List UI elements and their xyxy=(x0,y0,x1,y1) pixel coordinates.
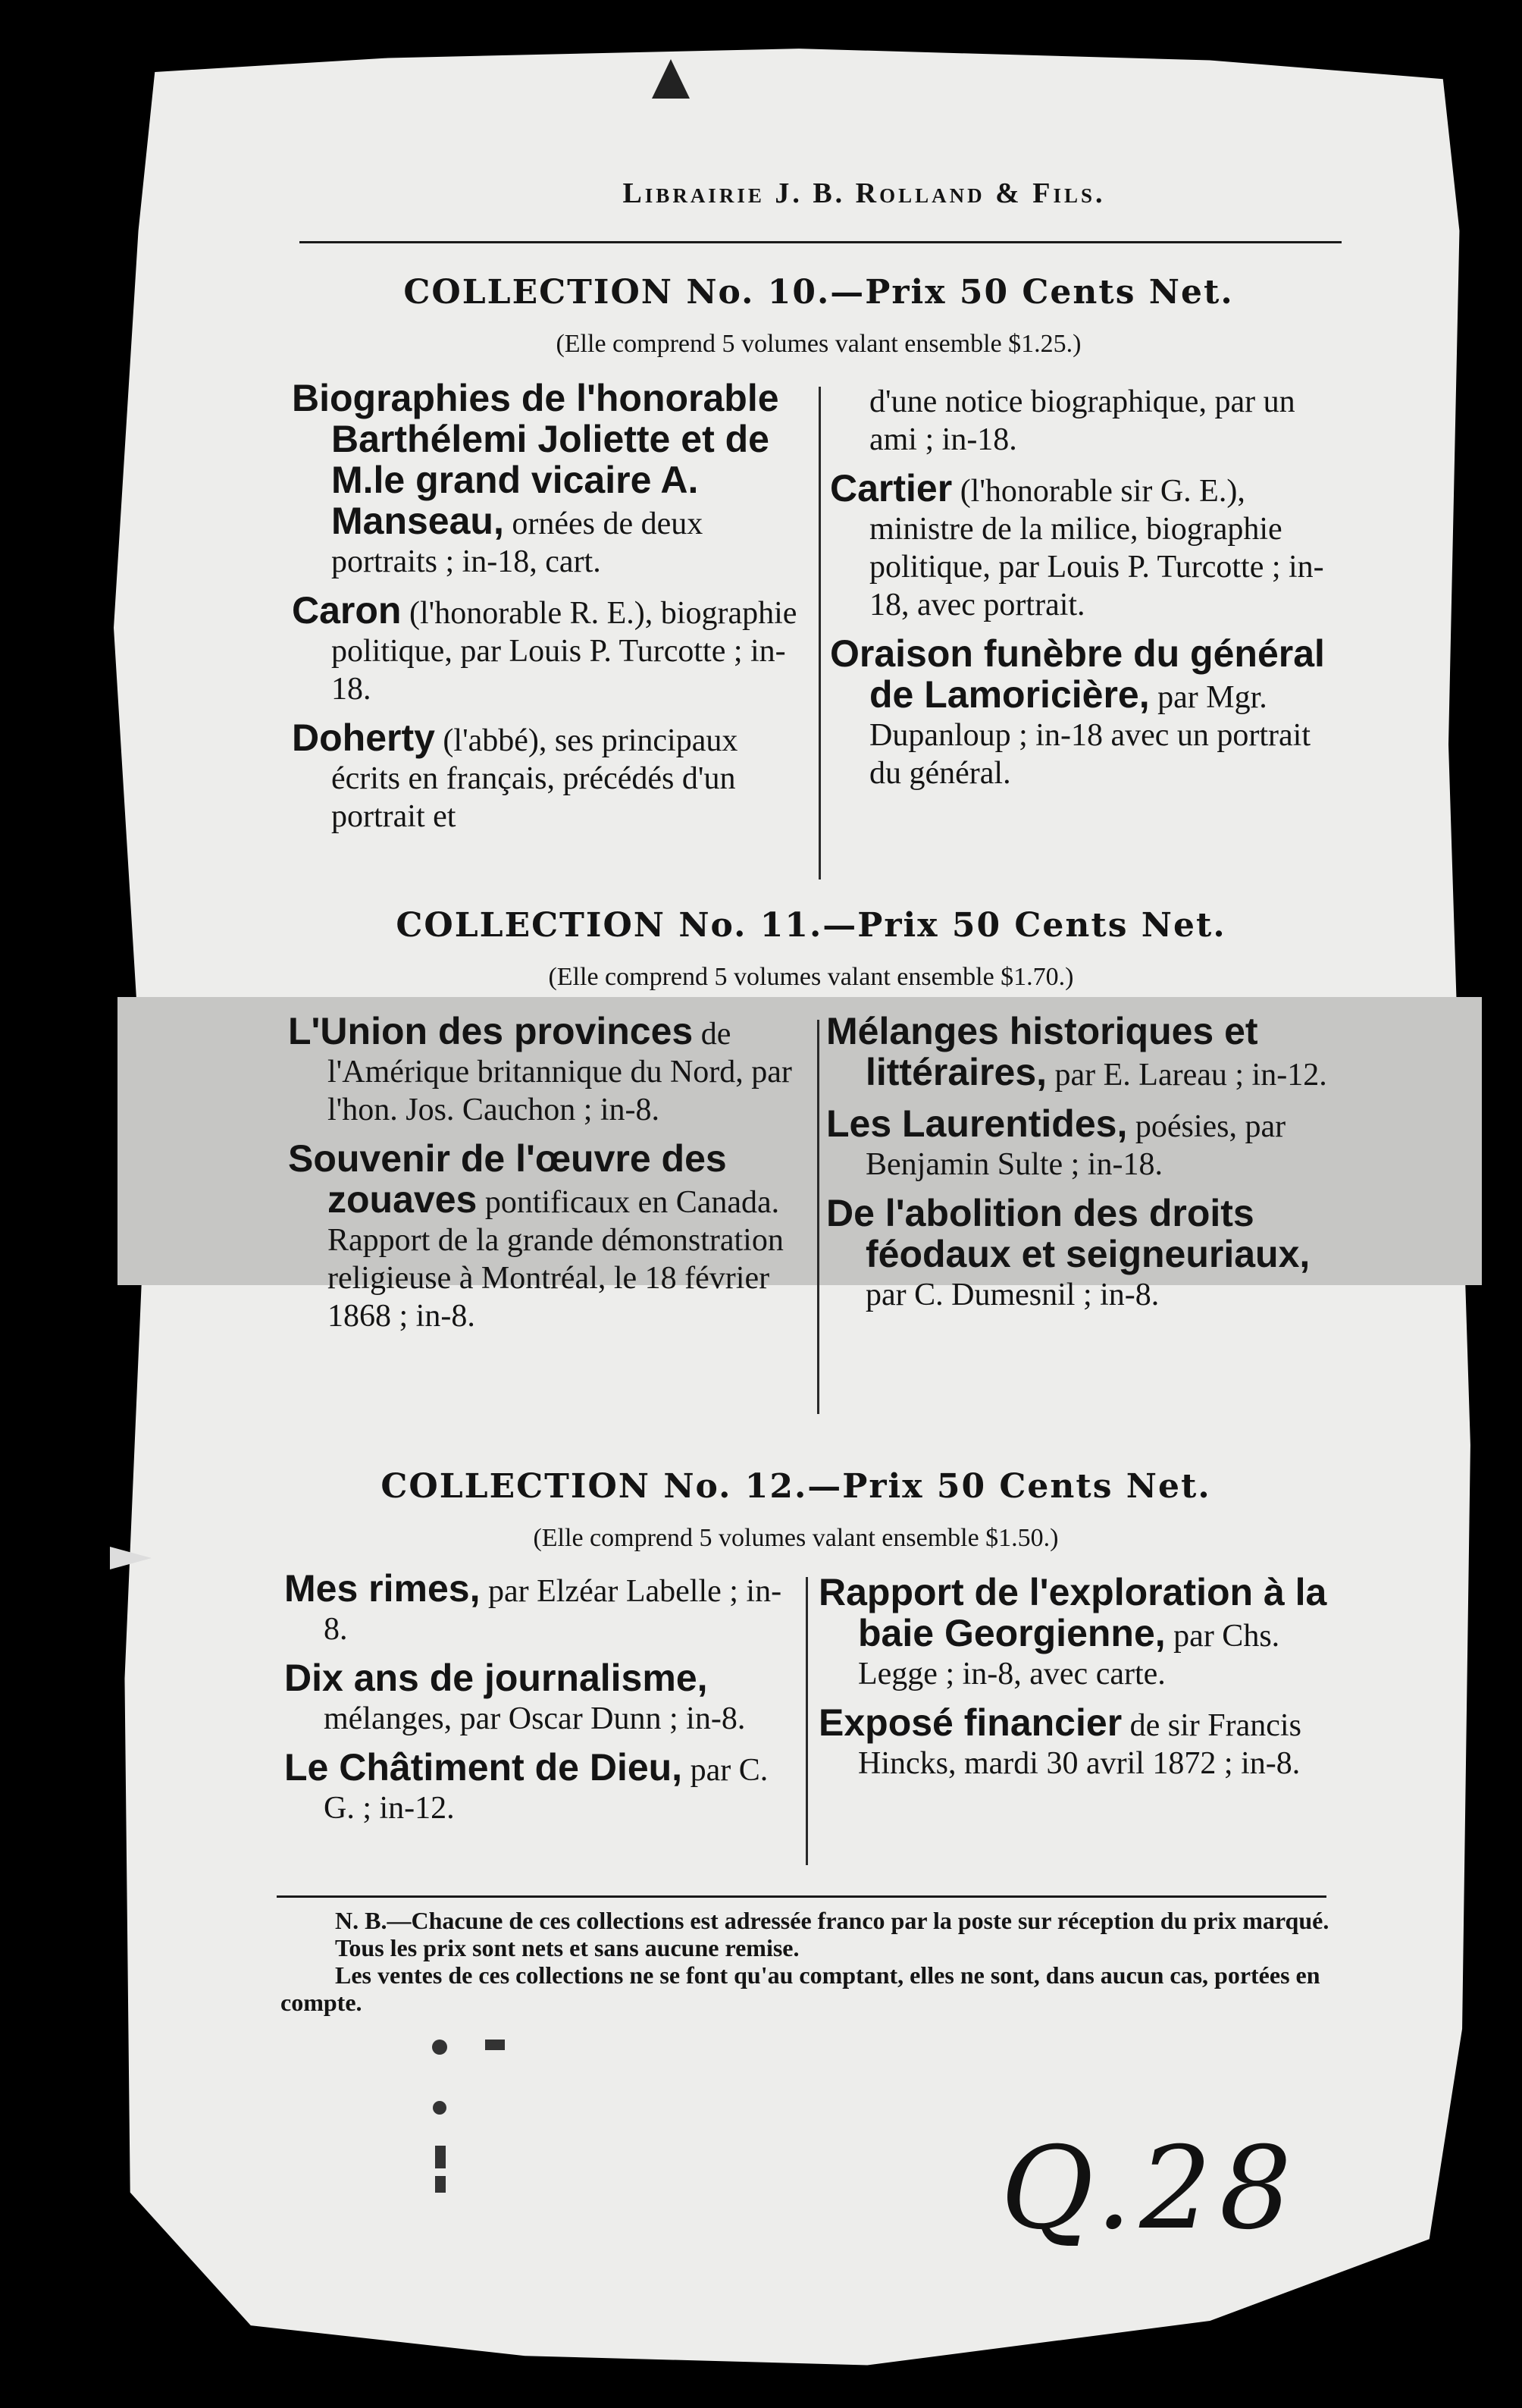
entry-title: Oraison funèbre du général de Lamoricière, xyxy=(830,632,1325,716)
entry-title: Dix ans de journalisme, xyxy=(284,1657,708,1699)
entry-title: De l'abolition des droits féodaux et seigneuriaux, xyxy=(826,1192,1311,1275)
list-item xyxy=(292,716,807,836)
margin-arrow-icon xyxy=(106,1539,159,1577)
list-item xyxy=(284,1748,800,1827)
page-top-mark-icon xyxy=(644,53,697,106)
entry-title: Mes rimes, xyxy=(284,1567,481,1610)
header-rule xyxy=(299,241,1342,243)
collection-12-subtitle: (Elle comprend 5 volumes valant ensemble $1.50.) xyxy=(533,1524,1059,1552)
collection-11-left xyxy=(288,1012,803,1346)
list-item xyxy=(288,1137,803,1335)
list-item xyxy=(819,1701,1349,1782)
list-item xyxy=(830,469,1345,624)
list-item xyxy=(819,1573,1349,1693)
entry-text: de l'Amérique britannique du Nord, par l'hon. Jos. Cauchon ; in-8. xyxy=(327,1017,792,1127)
entry-text: par C. Dumesnil ; in-8. xyxy=(866,1278,1160,1312)
entry-text: poésies, par Benjamin Sulte ; in-18. xyxy=(866,1109,1286,1182)
entry-text: par C. G. ; in-12. xyxy=(324,1753,769,1826)
entry-title: Mélanges historiques et littéraires, xyxy=(826,1010,1258,1093)
handwritten-catalog-number: Q.28 xyxy=(1001,2123,1300,2255)
list-item xyxy=(826,1012,1349,1094)
footer-notes xyxy=(280,1907,1334,2016)
entry-text: d'une notice biographique, par un ami ; in-18. xyxy=(869,384,1295,457)
list-item xyxy=(830,383,1345,459)
footer-rule xyxy=(277,1895,1326,1898)
collection-11-title: COLLECTION No. 11.—Prix 50 Cents Net. xyxy=(396,906,1226,945)
entry-text: par Elzéar Labelle ; in-8. xyxy=(324,1574,782,1647)
entry-text: ornées de deux portraits ; in-18, cart. xyxy=(331,506,703,579)
publisher-header: Librairie J. B. Rolland & Fils. xyxy=(622,177,1106,209)
entry-text: mélanges, par Oscar Dunn ; in-8. xyxy=(324,1701,746,1736)
note-prices: Tous les prix sont nets et sans aucune remise. xyxy=(335,1934,800,1961)
note-shipping: N. B.—Chacune de ces collections est adressée franco par la poste sur réception du prix marqué. xyxy=(335,1907,1329,1934)
note-payment: Les ventes de ces collections ne se font qu'au comptant, elles ne sont, dans aucun cas, portées en compte. xyxy=(280,1961,1320,2016)
entry-text: de sir Francis Hincks, mardi 30 avril 1872 ; in-8. xyxy=(858,1708,1301,1781)
collection-11-subtitle: (Elle comprend 5 volumes valant ensemble $1.70.) xyxy=(548,963,1074,991)
entry-text: (l'honorable R. E.), biographie politique, par Louis P. Turcotte ; in-18. xyxy=(331,596,797,707)
entry-text: pontificaux en Canada. Rapport de la grande démonstration religieuse à Montréal, le 18 février 1868 ; in-8. xyxy=(327,1185,784,1334)
entry-title: Cartier xyxy=(830,467,953,510)
entry-text: par Chs. Legge ; in-8, avec carte. xyxy=(858,1619,1280,1692)
collection-12-left xyxy=(284,1569,800,1838)
collection-10-left xyxy=(292,379,807,846)
list-item xyxy=(292,591,807,708)
collection-10-subtitle: (Elle comprend 5 volumes valant ensemble $1.25.) xyxy=(556,330,1082,358)
column-divider xyxy=(817,1020,819,1414)
collection-12-title: COLLECTION No. 12.—Prix 50 Cents Net. xyxy=(380,1467,1211,1506)
entry-text: (l'abbé), ses principaux écrits en français, précédés d'un portrait et xyxy=(331,723,738,834)
list-item xyxy=(288,1012,803,1129)
collection-10-right xyxy=(830,383,1345,803)
entry-title: Souvenir de l'œuvre des zouaves xyxy=(288,1137,727,1221)
list-item xyxy=(826,1102,1349,1184)
collection-10-title: COLLECTION No. 10.—Prix 50 Cents Net. xyxy=(403,273,1234,312)
entry-title: Caron xyxy=(292,589,402,632)
column-divider xyxy=(806,1577,808,1865)
list-item xyxy=(292,379,807,581)
entry-title: Exposé financier xyxy=(819,1701,1123,1744)
entry-title: Rapport de l'exploration à la baie Georgienne, xyxy=(819,1571,1327,1654)
entry-title: Biographies de l'honorable Barthélemi Joliette et de M.le grand vicaire A. Manseau, xyxy=(292,377,779,542)
list-item xyxy=(826,1194,1349,1314)
column-divider xyxy=(819,387,821,879)
entry-text: par E. Lareau ; in-12. xyxy=(1054,1058,1327,1093)
list-item xyxy=(284,1659,800,1738)
collection-12-right xyxy=(819,1573,1349,1793)
list-item xyxy=(284,1569,800,1648)
entry-text: (l'honorable sir G. E.), ministre de la milice, biographie politique, par Louis P. Turcotte ; in-18, avec portrait. xyxy=(869,474,1324,622)
list-item xyxy=(830,632,1345,792)
entry-title: Les Laurentides, xyxy=(826,1102,1128,1145)
collection-11-right xyxy=(826,1012,1349,1325)
entry-text: par Mgr. Dupanloup ; in-18 avec un portrait du général. xyxy=(869,680,1311,791)
binding-marks-icon xyxy=(424,2017,515,2199)
entry-title: L'Union des provinces xyxy=(288,1010,694,1052)
entry-title: Doherty xyxy=(292,716,435,759)
entry-title: Le Châtiment de Dieu, xyxy=(284,1746,683,1789)
